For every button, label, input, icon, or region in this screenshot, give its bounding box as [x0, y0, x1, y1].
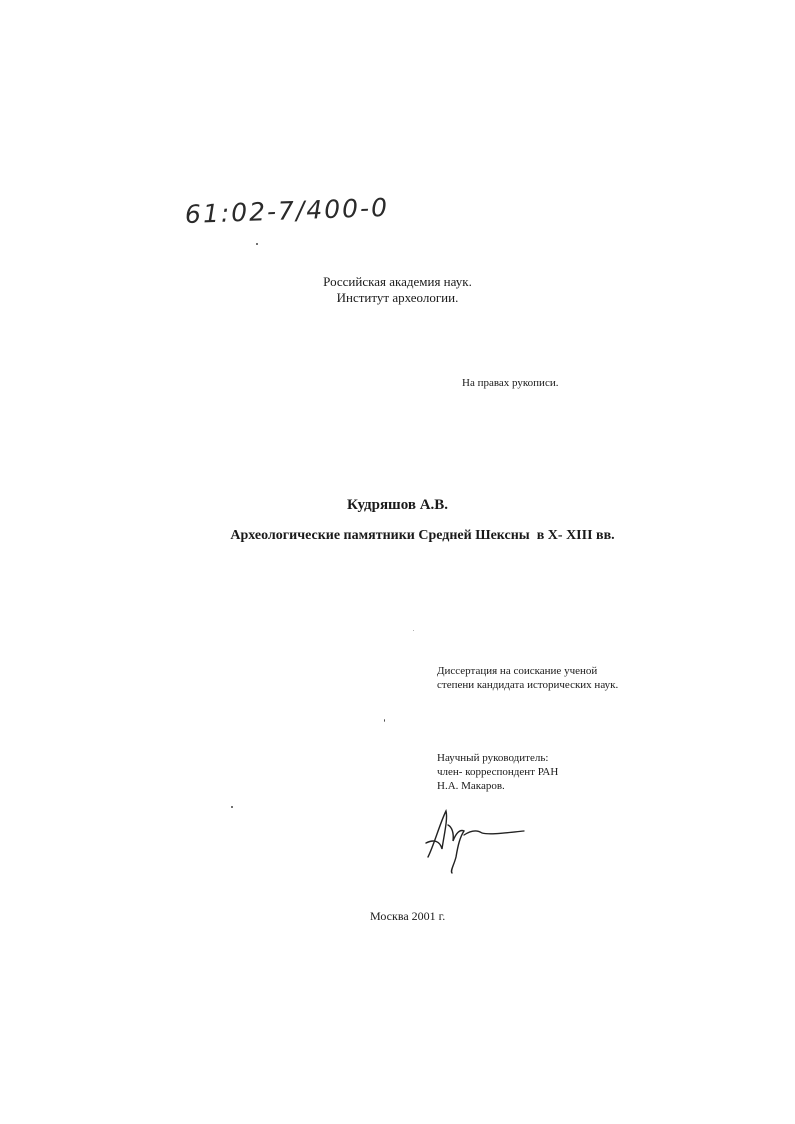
supervisor-name: Н.А. Макаров.: [437, 780, 505, 792]
scan-speck: [384, 719, 385, 722]
dissertation-line-2: степени кандидата исторических наук.: [437, 679, 619, 691]
dissertation-line-1: Диссертация на соискание ученой: [437, 665, 598, 677]
supervisor-heading: Научный руководитель:: [437, 752, 549, 764]
supervisor-title: член- корреспондент РАН: [437, 766, 559, 778]
dissertation-title: Археологические памятники Средней Шексны в X- XIII вв.: [230, 528, 615, 543]
scan-speck: [413, 630, 414, 631]
rights-note: На правах рукописи.: [462, 377, 559, 389]
institution-block: [0, 274, 795, 306]
scan-speck: [231, 806, 233, 808]
author-name: Кудряшов А.В.: [346, 497, 449, 513]
institution-academy: Российская академия наук.: [323, 274, 472, 289]
city-year: Москва 2001 г.: [370, 909, 446, 923]
scan-speck: [256, 243, 258, 245]
handwritten-archive-number: 61:02-7/400-0: [184, 192, 390, 229]
supervisor-block: [437, 751, 558, 793]
handwritten-signature: [420, 805, 530, 875]
institution-institute: Институт археологии.: [336, 290, 459, 305]
dissertation-description: [437, 664, 618, 692]
